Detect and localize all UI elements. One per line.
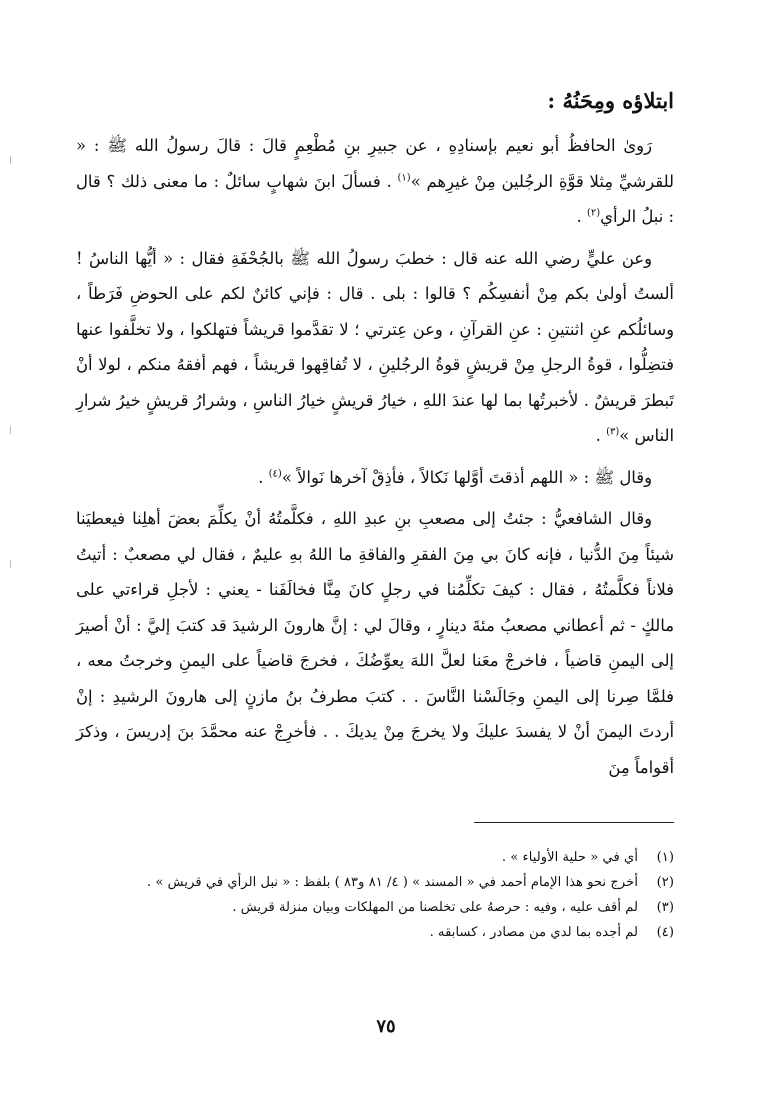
footnote-item [74, 846, 674, 870]
paragraph-text: وقال الشافعيُّ : جئتُ إلى مصعبِ بنِ عبدِ اللهِ ، فكلَّمتُهُ أنْ يكلِّمَ بعضَ أهلِنا فيعطيَنا شيئاً مِنَ الدُّنيا ، فإنه كانَ بي مِنَ الفقرِ والفاقةِ ما اللهُ بهِ عليمٌ ، فقال لي مصعبٌ : أتيتُ فلاناً فكلَّمتُهُ ، فقال : كيفَ تكلِّمُنا في رجلٍ كانَ مِنَّا فخالَفَنا - يعني : لأجلِ قراءتي على مالكٍ - ثم أعطاني مصعبُ مئةَ دينارٍ ، وقالَ لي : إنَّ هارونَ الرشيدَ قد كتبَ إليَّ : أنْ أصيرَ إلى اليمنِ قاضياً ، فاخرجْ معَنا لعلَّ اللهَ يعوِّضُكَ ، فخرجَ قاضياً على اليمنِ وخرجتُ معه ، فلمَّا صِرنا إلى اليمنِ وجَالَسْنا النَّاسَ . . كتبَ مطرفُ بنُ مازنٍ إلى هارونَ الرشيدِ : إنْ أردتَ اليمنَ أنْ لا يفسدَ عليكَ ولا يخرجَ مِنْ يديكَ . . فأخرِجْ عنه محمَّدَ بنَ إدريسَ ، وذكرَ أقواماً مِنَ [76, 509, 674, 777]
paragraph-text-cont: . فسألَ ابنَ شهابٍ سائلٌ : ما معنى ذلك ؟ قال : نبلُ الرأي [76, 171, 674, 226]
footnote-item [74, 896, 674, 920]
margin-mark [10, 560, 11, 568]
footnote-ref: (٣) [606, 426, 620, 438]
paragraph-text: رَوىٰ الحافظُ أبو نعيم بإسنادِهِ ، عن جبيرِ بنِ مُطْعِمٍ قالَ : قالَ رسولُ الله ﷺ : « للقرشيِّ مِثلا قوَّةِ الرجُلين مِنْ غيرِهم » [76, 136, 674, 191]
page-number: ٧٥ [376, 1016, 396, 1037]
paragraph [76, 241, 674, 454]
paragraph-end: . [595, 426, 607, 445]
paragraph [76, 501, 674, 785]
footnote-text: لم أجده بما لدي من مصادر ، كسابقه . [429, 925, 638, 940]
paragraph [76, 460, 674, 496]
footnote-text: أي في « حلية الأولياء » . [501, 850, 638, 865]
paragraph-end: . [576, 207, 587, 226]
footnote-number: (٤) [656, 925, 674, 940]
footnote-ref: (٤) [268, 468, 282, 480]
footnote-number: (١) [656, 850, 674, 865]
footnote-item [74, 921, 674, 945]
main-text [76, 128, 674, 791]
footnote-ref: (٢) [586, 207, 601, 219]
footnote-text: لم أقف عليه ، وفيه : حرصهُ على تخلصنا من المهلكات وبيان منزلة قريش . [232, 900, 638, 915]
margin-mark [10, 426, 11, 434]
paragraph-end: . [258, 467, 269, 487]
footnote-number: (٢) [656, 875, 674, 890]
section-heading: ابتلاؤه ومِحَنُهُ : [547, 88, 674, 113]
footnote-divider [474, 822, 674, 823]
footnote-ref: (١) [397, 172, 411, 184]
paragraph [76, 128, 674, 235]
paragraph-text: وقال ﷺ : « اللهم أذقتَ أوَّلها نَكالاً ، فأذِقْ آخرها نَوالاً » [281, 467, 652, 487]
footnote-text: أخرج نحو هذا الإمام أحمد في « المسند » ( ٤/ ٨١ و٨٣ ) بلفظ : « نبل الرأي في قريش » . [146, 875, 638, 890]
paragraph-text: وعن عليٍّ رضي الله عنه قال : خطبَ رسولُ الله ﷺ بالجُحْفَةِ فقال : « أيُّها الناسُ ! ألستُ أولىٰ بكم مِنْ أنفسِكُم ؟ قالوا : بلى . قال : فإني كائنٌ لكم على الحوضِ فَرَطاً ، وسائلُكم عنِ اثنتينِ : عنِ القرآنِ ، وعن عِترتي ؛ لا تقدَّموا قريشاً فتهلكوا ، ولا تخلَّفوا عنها فتضِلُّوا ، قوةُ الرجلِ مِنْ قريشٍ قوةُ الرجُلينِ ، لا تُفاقِهوا قريشاً ، فهم أفقهُ منكم ، لولا أنْ تَبطرَ قريشٌ . لأخبرتُها بما لها عندَ اللهِ ، خيارُ قريشٍ خيارُ الناسِ ، وشرارُ قريشٍ خيرُ شرارِ الناس » [76, 248, 674, 445]
footnote-number: (٣) [656, 900, 674, 915]
margin-mark [10, 156, 11, 164]
footnote-item [74, 871, 674, 895]
footnotes-list [74, 846, 674, 946]
